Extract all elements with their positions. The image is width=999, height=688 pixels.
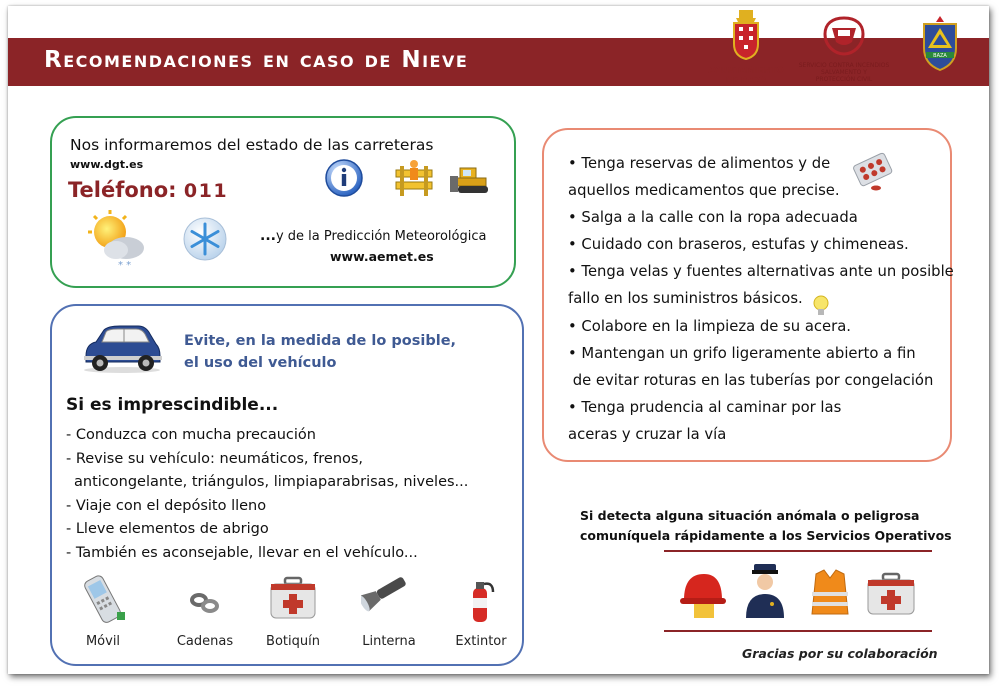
fire-extinguisher-icon bbox=[453, 574, 509, 626]
list-item: fallo en los suministros básicos. bbox=[568, 290, 803, 308]
medicine-pills-icon bbox=[850, 150, 898, 194]
list-item: • Colabore en la limpieza de su acera. bbox=[568, 317, 852, 335]
list-item: • Mantengan un grifo ligeramente abierto a fin bbox=[568, 344, 916, 362]
alert-text bbox=[580, 506, 952, 546]
vehicle-panel bbox=[50, 304, 524, 666]
prediction-text bbox=[260, 228, 486, 244]
alert-line-2: comuníquela rápidamente a los Servicios Operativos bbox=[580, 528, 952, 543]
item-flashlight bbox=[344, 574, 434, 649]
page-title: Recomendaciones en caso de Nieve bbox=[44, 47, 469, 73]
car-icon bbox=[80, 322, 164, 374]
list-item: • Tenga reservas de alimentos y de bbox=[568, 155, 831, 172]
fire-service-emblem-icon bbox=[823, 16, 865, 56]
phone-line bbox=[68, 178, 228, 202]
snowflake-icon bbox=[182, 216, 228, 262]
chains-icon bbox=[177, 574, 233, 626]
list-item: aquellos medicamentos que precise. bbox=[568, 182, 840, 200]
divider-top bbox=[664, 550, 932, 552]
list-item: • Salga a la calle con la ropa adecuada bbox=[568, 209, 858, 227]
item-mobile bbox=[58, 574, 148, 649]
life-vest-icon bbox=[808, 568, 852, 620]
list-item: - Revise su vehículo: neumáticos, frenos, bbox=[66, 450, 364, 467]
item-label: Móvil bbox=[85, 634, 121, 649]
vehicle-tips-list bbox=[66, 424, 468, 565]
baza-coat-of-arms-icon bbox=[729, 10, 763, 60]
info-icon bbox=[324, 158, 364, 198]
item-extinguisher bbox=[436, 574, 526, 649]
list-item: - Lleve elementos de abrigo bbox=[66, 521, 269, 537]
phone-number: 011 bbox=[183, 180, 229, 202]
dgt-link[interactable]: www.dgt.es bbox=[70, 158, 144, 171]
item-label: Linterna bbox=[362, 634, 416, 649]
scis-caption-line3: PROTECCIÓN CIVIL bbox=[815, 76, 873, 83]
item-label: Botiquín bbox=[266, 634, 320, 649]
avoid-vehicle-text bbox=[184, 330, 474, 374]
baza-caption-line1: AYUNTAMIENTO bbox=[708, 66, 784, 76]
list-item: aceras y cruzar la vía bbox=[568, 425, 727, 443]
divider-bottom bbox=[664, 630, 932, 632]
fire-service-logo bbox=[796, 16, 892, 83]
avoid-line-2: el uso del vehículo bbox=[184, 355, 337, 371]
list-item: anticongelante, triángulos, limpiaparabrisas, niveles... bbox=[74, 474, 469, 490]
phone-label: Teléfono: bbox=[68, 178, 177, 202]
item-label: Cadenas bbox=[176, 634, 234, 649]
home-tips-list bbox=[568, 150, 954, 448]
first-aid-kit-icon bbox=[265, 574, 321, 626]
roads-info-panel bbox=[50, 116, 516, 288]
thanks-text: Gracias por su colaboración bbox=[742, 646, 938, 661]
weather-icon bbox=[86, 210, 148, 270]
home-tips-panel bbox=[542, 128, 952, 462]
snowplow-icon bbox=[448, 162, 494, 196]
list-item: - También es aconsejable, llevar en el vehículo... bbox=[66, 544, 418, 561]
baza-caption-line2: DE BAZA bbox=[725, 76, 767, 86]
scis-caption-line2: SALVAMENTO Y bbox=[821, 69, 867, 76]
list-item: • Tenga prudencia al caminar por las bbox=[568, 398, 842, 416]
civil-protection-logo bbox=[918, 14, 962, 76]
police-officer-icon bbox=[742, 560, 788, 620]
item-chains bbox=[160, 574, 250, 649]
list-item: - Viaje con el depósito lleno bbox=[66, 497, 267, 514]
firefighter-helmet-icon bbox=[678, 566, 728, 622]
prediction-label: y de la Predicción Meteorológica bbox=[275, 229, 487, 244]
scis-caption-line1: SERVICIO CONTRA INCENDIOS bbox=[798, 62, 890, 69]
essential-heading: Si es imprescindible... bbox=[66, 395, 279, 415]
item-label: Extintor bbox=[455, 634, 507, 649]
list-item: • Tenga velas y fuentes alternativas ante un posible bbox=[568, 263, 954, 281]
list-item: - Conduzca con mucha precaución bbox=[66, 427, 316, 443]
list-item: de evitar roturas en las tuberías por congelación bbox=[568, 371, 934, 389]
svg-text:* *: * * bbox=[118, 260, 132, 270]
baza-city-logo bbox=[708, 10, 784, 86]
first-aid-kit-icon bbox=[864, 572, 918, 620]
alert-line-1: Si detecta alguna situación anómala o peligrosa bbox=[580, 508, 920, 523]
poster-sheet bbox=[8, 6, 989, 674]
roads-info-text: Nos informaremos del estado de las carreteras bbox=[70, 136, 434, 154]
aemet-link[interactable]: www.aemet.es bbox=[330, 249, 434, 264]
road-works-icon bbox=[392, 156, 436, 198]
flashlight-icon bbox=[361, 574, 417, 626]
prediction-ellipsis: ... bbox=[260, 228, 276, 244]
pc-logo-caption: BAZA bbox=[933, 53, 947, 59]
light-bulb-icon bbox=[812, 294, 830, 320]
item-first-aid bbox=[248, 574, 338, 649]
list-item: • Cuidado con braseros, estufas y chimeneas. bbox=[568, 236, 909, 254]
avoid-line-1: Evite, en la medida de lo posible, bbox=[184, 333, 457, 349]
mobile-phone-icon bbox=[75, 574, 131, 626]
civil-protection-emblem-icon bbox=[920, 14, 960, 72]
